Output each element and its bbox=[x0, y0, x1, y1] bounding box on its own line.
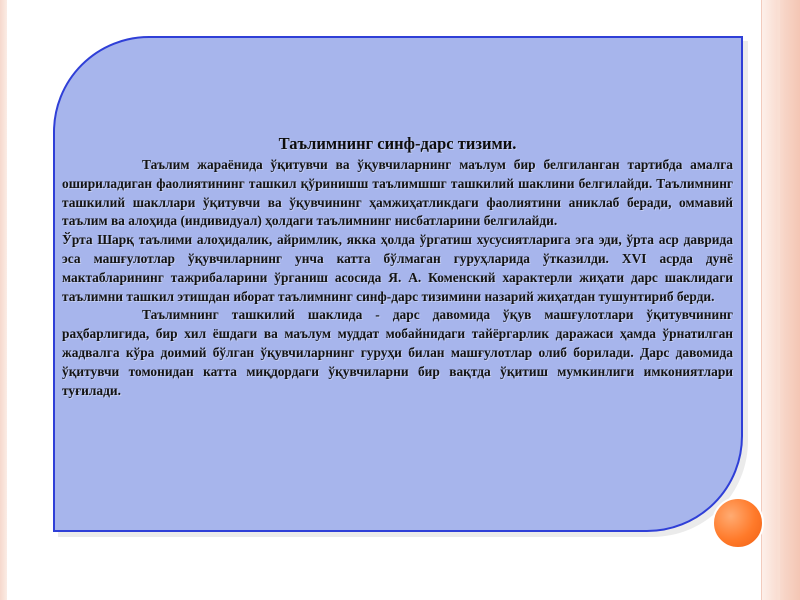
right-border-strip bbox=[761, 0, 800, 600]
orange-circle-decoration bbox=[712, 497, 764, 549]
slide-content bbox=[62, 133, 733, 400]
paragraph-2: Ўрта Шарқ таълими алоҳидалик, айримлик, якка ҳолда ўргатиш хусусиятларига эга эди, ўрта аср даврида эса машғулотлар ўқувчиларнинг унча катта бўлмаган гуруҳларида ўтказилди. XVI асрда дунё мактабларининг тажрибаларини ўрганиш асосида Я. А. Коменский характерли жиҳати дарс шаклидаги таълимни ташкил этишдан иборат таълимнинг синф-дарс тизимини назарий жиҳатдан тушунтириб берди. bbox=[62, 232, 733, 304]
left-border-strip bbox=[0, 0, 7, 600]
paragraph-3: Таълимнинг ташкилий шаклида - дарс давомида ўқув машғулотлари ўқитувчининг раҳбарлигида, бир хил ёшдаги ва маълум муддат мобайнидаги тайёргарлик даражаси ҳамда ўрнатилган жадвалга кўра доимий бўлган ўқувчиларнинг гуруҳи билан машғулотлар олиб борилади. Дарс давомида ўқитувчи томонидан катта миқдордаги ўқувчиларни бир вақтда ўқитиш мумкинлиги имкониятлари туғилади. bbox=[62, 307, 733, 398]
slide-title: Таълимнинг синф-дарс тизими. bbox=[278, 134, 517, 153]
right-border-line bbox=[777, 0, 780, 600]
paragraph-1: Таълим жараёнида ўқитувчи ва ўқувчиларнинг маълум бир белгиланган тартибда амалга ошириладиган фаолиятининг ташкил қўринишш таълимшшг ташкилий шаклини белгилайди. Таълимнинг ташкилий шакллари ўқитувчи ва ўқувчининг ҳамжиҳатликдаги фаолиятини аниклаб беради, оммавий таълим ва алоҳида (индивидуал) ҳолдаги таълимнинг нисбатларини белгилайди. bbox=[62, 157, 733, 229]
